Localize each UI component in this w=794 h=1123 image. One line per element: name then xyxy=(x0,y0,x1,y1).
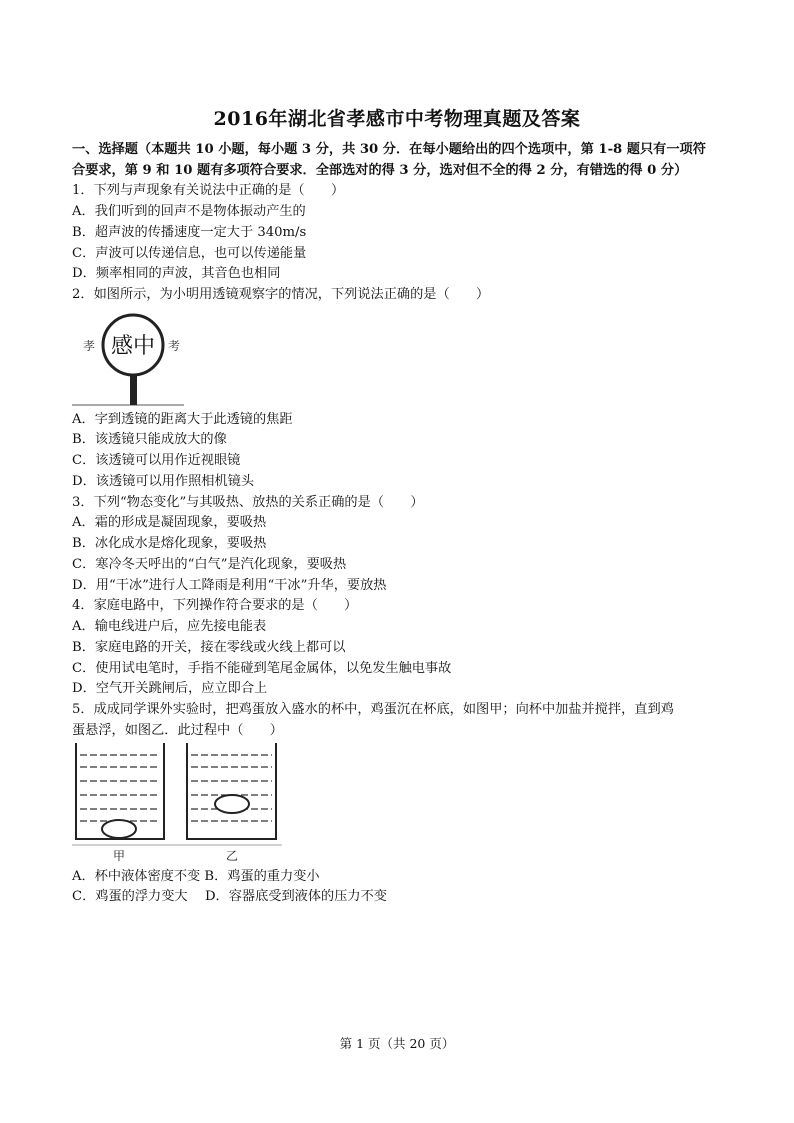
question-3-option-d: D．用“干冰”进行人工降雨是利用“干冰”升华，要放热 xyxy=(72,578,387,593)
section-heading-line-2: 合要求，第 9 和 10 题有多项符合要求．全部选对的得 3 分，选对但不全的得 2 分，有错选的得 0 分） xyxy=(72,163,688,178)
figure-label-a: 甲 xyxy=(112,849,126,863)
question-2-option-b: B．该透镜只能成放大的像 xyxy=(72,432,227,447)
question-5-options-line-2: C．鸡蛋的浮力变大 D．容器底受到液体的压力不变 xyxy=(72,889,387,904)
question-4-option-b: B．家庭电路的开关，接在零线或火线上都可以 xyxy=(72,640,346,655)
question-2-option-c: C．该透镜可以用作近视眼镜 xyxy=(72,453,241,468)
section-heading-line-1: 一、选择题（本题共 10 小题，每小题 3 分，共 30 分．在每小题给出的四个选项中，第 1-8 题只有一项符 xyxy=(72,142,706,157)
question-1-option-d: D．频率相同的声波，其音色也相同 xyxy=(72,266,281,281)
question-1-stem: 1．下列与声现象有关说法中正确的是（ ） xyxy=(72,183,345,198)
figure-label-b: 乙 xyxy=(225,849,239,863)
question-1-option-c: C．声波可以传递信息，也可以传递能量 xyxy=(72,246,307,261)
question-5-stem-line-2: 蛋悬浮，如图乙．此过程中（ ） xyxy=(72,723,283,738)
page-title: 2016年湖北省孝感市中考物理真题及答案 xyxy=(213,108,581,130)
figure-left-char: 孝 xyxy=(83,339,96,353)
question-4-stem: 4．家庭电路中，下列操作符合要求的是（ ） xyxy=(72,598,358,613)
page-footer: 第 1 页（共 20 页） xyxy=(339,1036,455,1051)
question-4-option-d: D．空气开关跳闸后，应立即合上 xyxy=(72,681,268,696)
question-3-option-b: B．冰化成水是熔化现象，要吸热 xyxy=(72,536,267,551)
question-2-stem: 2．如图所示，为小明用透镜观察字的情况，下列说法正确的是（ ） xyxy=(72,287,490,302)
lens-magnified-text: 感中 xyxy=(110,334,156,359)
question-1-option-a: A．我们听到的回声不是物体振动产生的 xyxy=(72,204,306,219)
question-2-option-a: A．字到透镜的距离大于此透镜的焦距 xyxy=(72,412,293,427)
egg-suspended xyxy=(215,795,249,813)
question-3-option-a: A．霜的形成是凝固现象，要吸热 xyxy=(72,515,267,530)
beakers-figure xyxy=(72,741,284,865)
question-3-stem: 3．下列“物态变化”与其吸热、放热的关系正确的是（ ） xyxy=(72,495,424,510)
question-3-option-c: C．寒冷冬天呼出的“白气”是汽化现象，要吸热 xyxy=(72,557,347,572)
beaker-b xyxy=(187,743,276,839)
question-4-option-c: C．使用试电笔时，手指不能碰到笔尾金属体，以免发生触电事故 xyxy=(72,661,452,676)
question-4-option-a: A．输电线进户后，应先接电能表 xyxy=(72,619,267,634)
question-5-options-line-1: A．杯中液体密度不变 B．鸡蛋的重力变小 xyxy=(72,869,320,884)
question-1-option-b: B．超声波的传播速度一定大于 340m/s xyxy=(72,225,307,240)
magnifier-figure xyxy=(72,305,187,408)
beaker-a xyxy=(76,743,164,839)
question-2-option-d: D．该透镜可以用作照相机镜头 xyxy=(72,474,255,489)
egg-sunk xyxy=(102,820,136,838)
figure-right-char: 考 xyxy=(168,339,181,353)
question-5-stem-line-1: 5．成成同学课外实验时，把鸡蛋放入盛水的杯中，鸡蛋沉在杯底，如图甲；向杯中加盐并搅拌，直到鸡 xyxy=(72,702,674,717)
